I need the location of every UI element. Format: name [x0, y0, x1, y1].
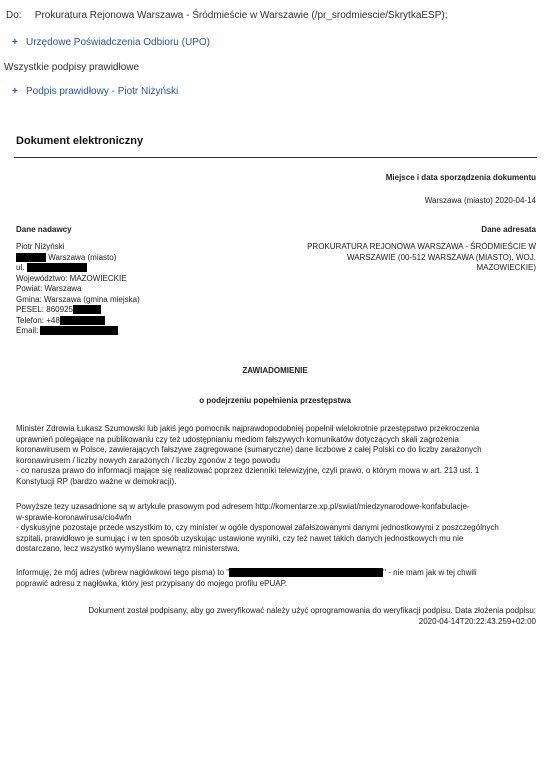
text-line: Minister Zdrowia Łukasz Szumowski lub jakiś jego pomocnik najprawdopodobniej popełnił wielokrotnie przestępstwo przekroczenia	[16, 424, 480, 433]
text-line: w-sprawie-koronawirusa/cio4wfn	[16, 512, 132, 522]
sender-city: Warszawa (miasto)	[48, 252, 117, 262]
sender-email-prefix: Email:	[16, 326, 39, 335]
text-line: - dyskusyjne pozostaje przede wszystkim to, czy minister w ogóle dysponował zafałszowanymi danymi jednostkowymi z poszczególnych	[16, 523, 499, 532]
upo-link-label: Urzędowe Poświadczenia Odbioru (UPO)	[26, 37, 210, 48]
text-line: szpitali, prawidłowo je sumując i w ten sposób uzyskując ustawione wyniki, czy też nawet takich danych jednostkowych mu nie	[16, 533, 464, 543]
redacted-box	[16, 253, 46, 262]
text-line: koronawirusem / liczby nowych zarażonych / liczby zgonów z tego powodu	[16, 455, 281, 465]
signature-footer	[14, 606, 536, 627]
recipient-line-3: MAZOWIECKIE)	[476, 263, 536, 272]
sender-phone-row	[16, 316, 276, 327]
recipient-line-2: WARSZAWIE (00-512 WARSZAWA (MIASTO), WOJ.	[346, 252, 536, 262]
to-value: Prokuratura Rejonowa Warszawa - Śródmieście w Warszawie (/pr_srodmiescie/SkrytkaESP);	[34, 10, 448, 21]
recipient-block	[276, 242, 536, 274]
upo-link[interactable]	[12, 37, 210, 48]
text-line: poprawić adresu z nagłówka, który jest przypisany do mojego profilu ePUAP.	[16, 578, 288, 588]
text-line: Powyższe tezy uzasadnione są w artykule prasowym pod adresem http://komentarze.xp.pl/swiat/miedzynarodowe-konfabulacje-	[16, 502, 470, 511]
place-date-value: Warszawa (miasto) 2020-04-14	[424, 196, 536, 205]
plus-icon: +	[12, 37, 18, 48]
footer-line-1: Dokument został podpisany, aby go zweryfikować należy użyć oprogramowania do weryfikacji podpisu. Data złożenia podpisu:	[88, 606, 536, 615]
recipient-line	[6, 10, 448, 21]
sender-voivodeship: Województwo: MAZOWIECKIE	[16, 273, 127, 283]
footer-line-2: 2020-04-14T20:22:43.259+02:00	[418, 616, 536, 626]
signature-link[interactable]	[12, 86, 178, 97]
sender-pesel-prefix: PESEL: 860925	[16, 305, 73, 314]
recipient-label: Dane adresata	[481, 225, 536, 234]
text-line: koronawirusem w Polsce, zawierających fałszywe zagregowane (sumaryczne) dane liczbowe z całej Polski co do liczby zarażonych	[16, 445, 482, 454]
sender-street-prefix: ul.	[16, 263, 25, 272]
document-subheading: o podejrzeniu popełnienia przestępstwa	[199, 396, 351, 405]
signature-link-label: Podpis prawidłowy - Piotr Niżyński	[26, 86, 179, 97]
redacted-box	[73, 305, 101, 314]
plus-icon: +	[12, 86, 18, 97]
text-line	[16, 568, 538, 579]
document-heading: ZAWIADOMIENIE	[242, 366, 308, 375]
sender-city-row	[16, 253, 276, 264]
redacted-box	[27, 263, 87, 272]
sender-name: Piotr Niżyński	[16, 242, 65, 251]
sender-block	[16, 242, 276, 337]
sender-phone-prefix: Telefon: +48	[16, 315, 60, 325]
sender-pesel-row	[16, 305, 276, 316]
title-divider	[14, 157, 537, 158]
sender-email-row	[16, 326, 276, 337]
text-line: Konstytucji RP (bardzo ważne w demokracji).	[16, 476, 177, 486]
body-paragraph-2	[16, 502, 538, 555]
redacted-box	[40, 326, 118, 335]
sender-commune: Gmina: Warszawa (gmina miejska)	[16, 294, 140, 304]
redacted-box	[229, 568, 383, 577]
recipient-line-1: PROKURATURA REJONOWA WARSZAWA - ŚRÓDMIEŚCIE W	[307, 242, 536, 251]
redacted-box	[60, 316, 105, 325]
signatures-status: Wszystkie podpisy prawidłowe	[4, 62, 140, 73]
sender-district: Powiat: Warszawa	[16, 284, 82, 293]
text-line: uprawnień polegające na publikowaniu czy też udostępnianiu mediom fałszywych komunikatów dotyczących skali zagrożenia	[16, 434, 459, 444]
address-text-end: " - nie mam jak w tej chwili	[383, 568, 477, 577]
text-line: dostarczano, lecz wszystko wymyślano wewnątrz ministerstwa.	[16, 544, 240, 553]
sender-street-row	[16, 263, 276, 274]
body-paragraph-3	[16, 568, 538, 589]
place-date-label: Miejsce i data sporządzenia dokumentu	[385, 173, 536, 182]
to-label: Do:	[6, 10, 22, 21]
sender-label: Dane nadawcy	[16, 225, 72, 234]
address-text-start: Informuję, że mój adres (wbrew nagłówkowi tego pisma) to "	[16, 568, 230, 577]
text-line: - co narusza prawo do informacji mające się realizować poprzez dzienniki telewizyjne, czyli prawo, o którym mowa w art. 213 ust. 1	[16, 466, 480, 475]
body-paragraph-1	[16, 424, 538, 487]
document-title: Dokument elektroniczny	[16, 135, 144, 147]
